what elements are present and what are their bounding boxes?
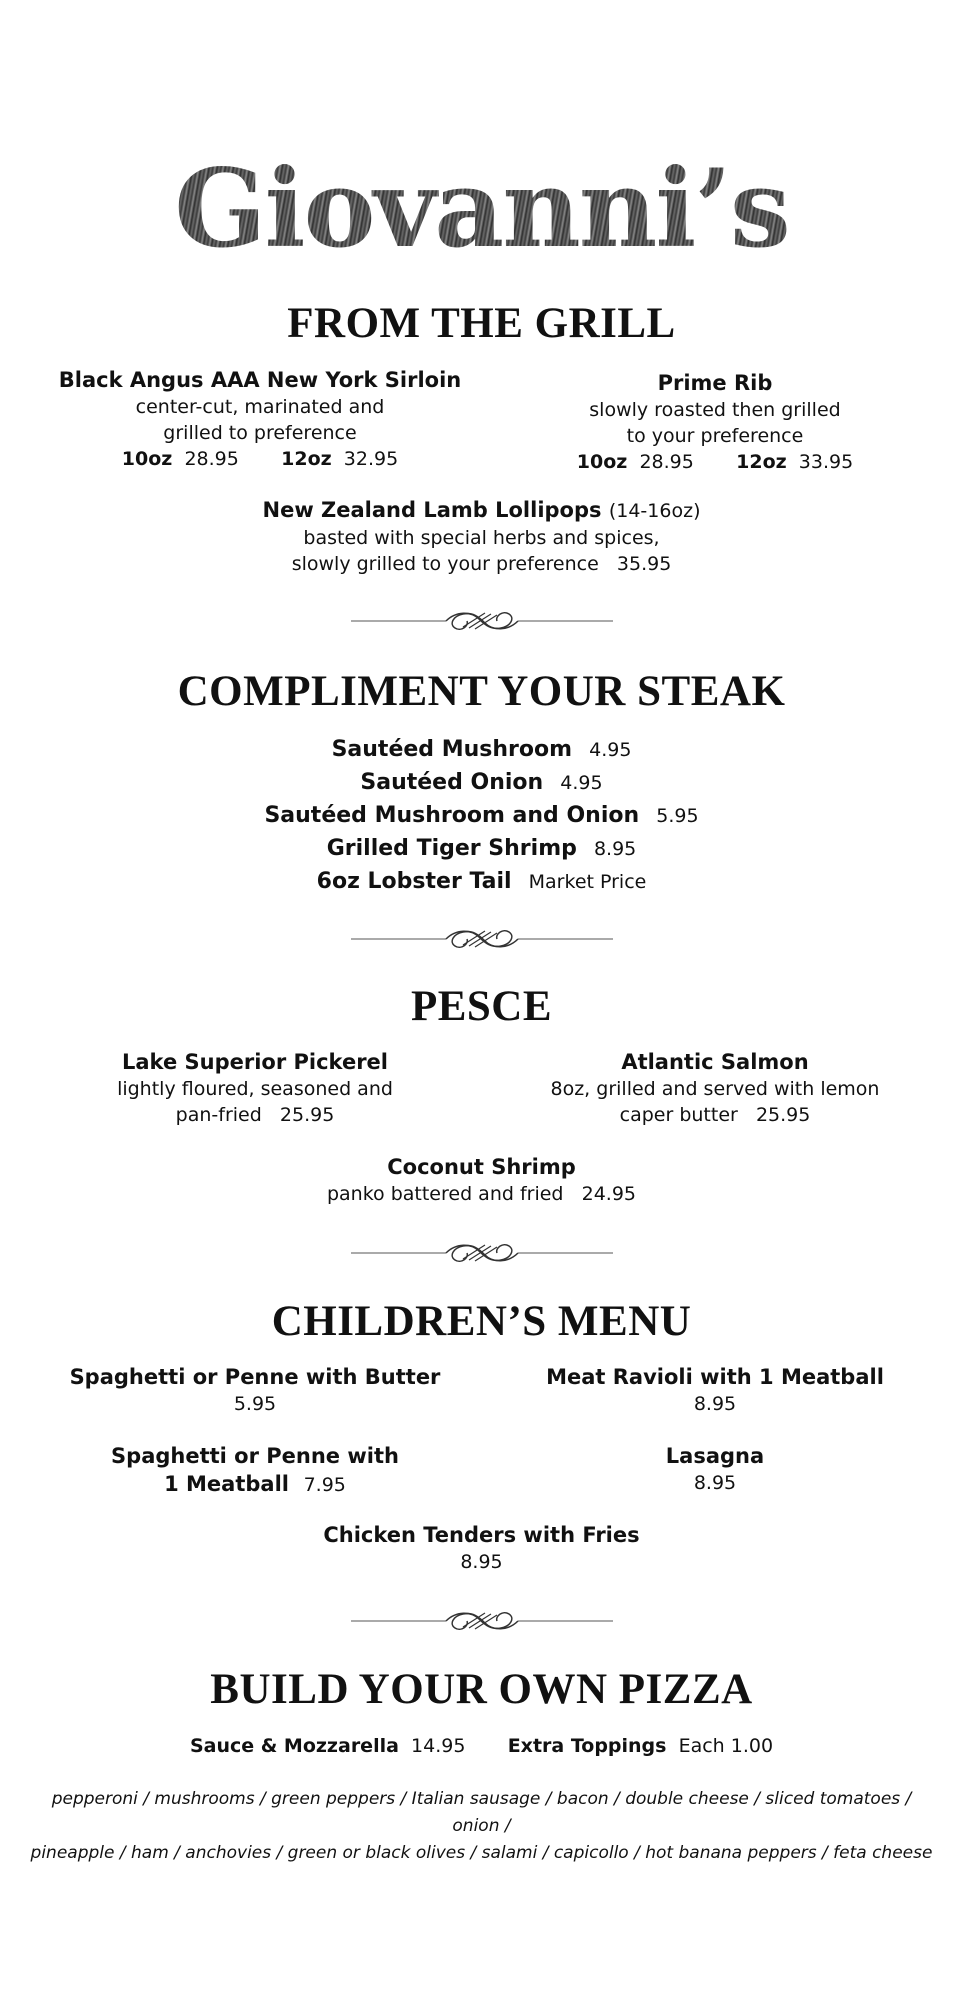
addon-name: Sautéed Onion bbox=[360, 770, 544, 795]
section-title-grill: FROM THE GRILL bbox=[287, 300, 676, 347]
item-desc: slowly roasted then grilled bbox=[589, 399, 841, 421]
price: 32.95 bbox=[343, 448, 399, 470]
price: 8.95 bbox=[693, 1393, 737, 1415]
item-sizes bbox=[40, 446, 480, 472]
item-name: Coconut Shrimp bbox=[387, 1155, 576, 1179]
addon-row bbox=[0, 733, 963, 767]
addon-price: 8.95 bbox=[593, 838, 637, 860]
size-label: 10oz bbox=[576, 451, 628, 473]
item-desc: slowly grilled to your preference bbox=[291, 553, 599, 575]
section-title-pesce: PESCE bbox=[410, 983, 553, 1030]
price: 28.95 bbox=[184, 448, 239, 470]
addon-price: 5.95 bbox=[656, 805, 699, 827]
menu-item-meatball-pasta bbox=[40, 1442, 470, 1499]
pizza-extra-label: Extra Toppings bbox=[507, 1735, 667, 1757]
price: 5.95 bbox=[233, 1393, 277, 1415]
size-label: 12oz bbox=[281, 448, 332, 470]
price: 8.95 bbox=[460, 1551, 503, 1573]
pizza-pricing-row bbox=[0, 1731, 963, 1761]
price: 7.95 bbox=[303, 1474, 346, 1496]
item-sizes bbox=[520, 449, 910, 475]
item-name: Prime Rib bbox=[657, 371, 773, 395]
menu-item-chicken-tenders bbox=[0, 1521, 963, 1575]
addon-row bbox=[0, 766, 963, 800]
addon-name: Sautéed Mushroom bbox=[331, 737, 573, 762]
price: 25.95 bbox=[755, 1104, 811, 1126]
item-name-row bbox=[40, 1470, 470, 1499]
item-desc: lightly floured, seasoned and bbox=[117, 1078, 393, 1100]
addon-name: 6oz Lobster Tail bbox=[316, 869, 512, 894]
pizza-extra-price: Each 1.00 bbox=[678, 1735, 774, 1757]
item-name: Spaghetti or Penne with bbox=[111, 1444, 399, 1468]
item-desc: panko battered and fried bbox=[326, 1183, 564, 1205]
item-desc: 8oz, grilled and served with lemon bbox=[550, 1078, 880, 1100]
item-desc: pan-fried bbox=[175, 1104, 262, 1126]
restaurant-logo: Giovanni’s bbox=[0, 155, 963, 263]
size-label: 10oz bbox=[121, 448, 173, 470]
menu-item-coconut-shrimp bbox=[0, 1153, 963, 1207]
menu-item-salmon bbox=[520, 1048, 910, 1128]
item-desc: basted with special herbs and spices, bbox=[303, 527, 660, 549]
item-name: Black Angus AAA New York Sirloin bbox=[58, 368, 462, 392]
toppings-line: pineapple / ham / anchovies / green or black olives / salami / capicollo / hot banana peppers / feta cheese bbox=[30, 1843, 933, 1863]
item-name: Atlantic Salmon bbox=[621, 1050, 809, 1074]
addon-row bbox=[0, 799, 963, 833]
menu-item-prime-rib bbox=[520, 369, 910, 475]
item-name: New Zealand Lamb Lollipops bbox=[262, 498, 602, 522]
menu-item-butter-pasta bbox=[40, 1363, 470, 1417]
price: 24.95 bbox=[581, 1183, 637, 1205]
pizza-base-price: 14.95 bbox=[411, 1735, 466, 1757]
price: 33.95 bbox=[798, 451, 854, 473]
item-desc: grilled to preference bbox=[163, 422, 357, 444]
flourish-divider-icon bbox=[351, 1606, 613, 1636]
price: 35.95 bbox=[616, 553, 672, 575]
price: 25.95 bbox=[279, 1104, 335, 1126]
item-desc: center-cut, marinated and bbox=[135, 396, 385, 418]
flourish-divider-icon bbox=[351, 1238, 613, 1268]
pizza-toppings-list bbox=[30, 1786, 933, 1867]
price: 28.95 bbox=[639, 451, 694, 473]
item-name: Lake Superior Pickerel bbox=[122, 1050, 388, 1074]
addon-name: Sautéed Mushroom and Onion bbox=[264, 803, 640, 828]
item-desc: caper butter bbox=[619, 1104, 738, 1126]
addon-price: Market Price bbox=[528, 871, 647, 893]
item-name: Chicken Tenders with Fries bbox=[323, 1523, 640, 1547]
item-desc-row bbox=[0, 551, 963, 577]
toppings-line: pepperoni / mushrooms / green peppers / Italian sausage / bacon / double cheese / sliced tomatoes / onion / bbox=[51, 1789, 912, 1836]
item-name: 1 Meatball bbox=[164, 1472, 289, 1496]
price: 8.95 bbox=[693, 1472, 737, 1494]
menu-item-sirloin bbox=[40, 366, 480, 472]
item-name: Spaghetti or Penne with Butter bbox=[69, 1365, 441, 1389]
section-title-pizza: BUILD YOUR OWN PIZZA bbox=[210, 1666, 753, 1713]
item-name-row bbox=[0, 496, 963, 525]
item-name: Meat Ravioli with 1 Meatball bbox=[546, 1365, 884, 1389]
addon-price: 4.95 bbox=[589, 739, 632, 761]
section-title-children: CHILDREN’S MENU bbox=[271, 1298, 692, 1345]
pizza-base-label: Sauce & Mozzarella bbox=[189, 1735, 399, 1757]
size-label: 12oz bbox=[736, 451, 787, 473]
menu-item-lasagna bbox=[510, 1442, 920, 1496]
addon-row bbox=[0, 865, 963, 899]
addon-price: 4.95 bbox=[560, 772, 603, 794]
item-name: Lasagna bbox=[665, 1444, 765, 1468]
addon-name: Grilled Tiger Shrimp bbox=[326, 836, 577, 861]
flourish-divider-icon bbox=[351, 924, 613, 954]
item-desc-row bbox=[60, 1102, 450, 1128]
item-desc: to your preference bbox=[626, 425, 804, 447]
addon-row bbox=[0, 832, 963, 866]
item-desc-row bbox=[0, 1181, 963, 1207]
menu-item-pickerel bbox=[60, 1048, 450, 1128]
item-note: (14-16oz) bbox=[608, 500, 701, 522]
menu-item-lamb bbox=[0, 496, 963, 577]
section-title-compliment: COMPLIMENT YOUR STEAK bbox=[177, 668, 786, 715]
menu-item-ravioli bbox=[510, 1363, 920, 1417]
item-desc-row bbox=[520, 1102, 910, 1128]
flourish-divider-icon bbox=[351, 606, 613, 636]
